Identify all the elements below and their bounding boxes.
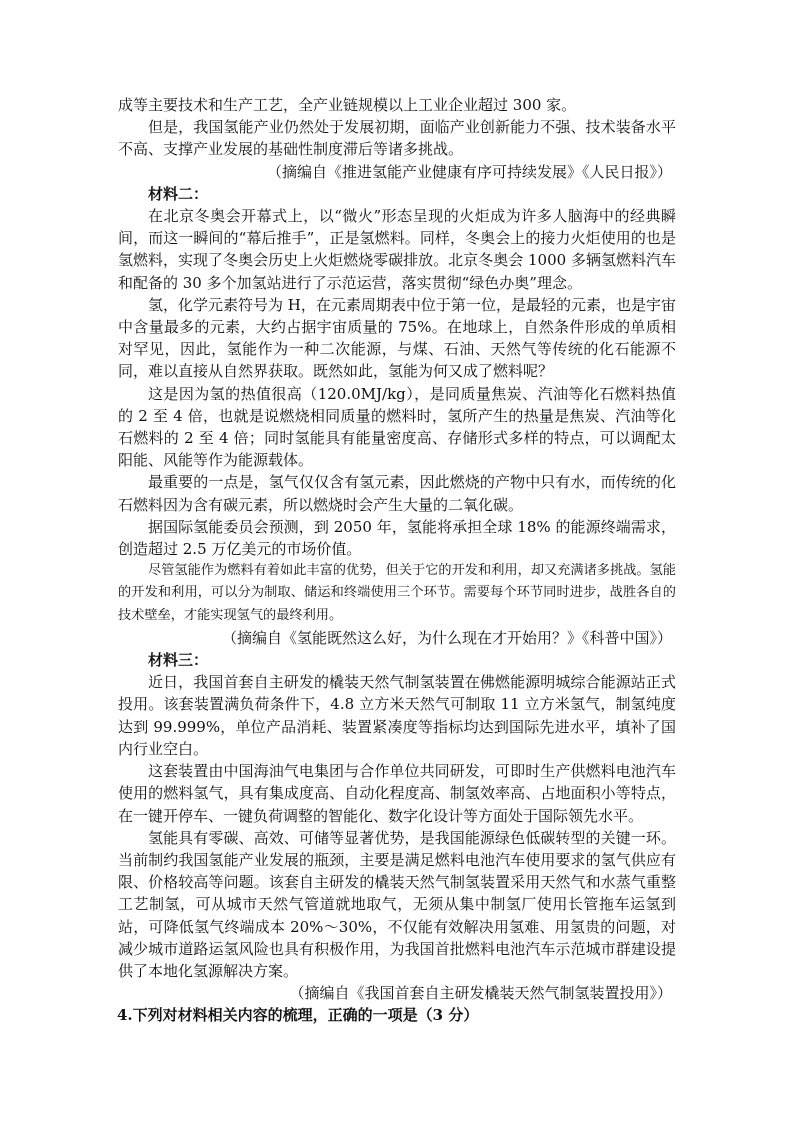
material-3-source: （摘编自《我国首套自主研发橇装天然气制氢装置投用》） [289, 984, 672, 1003]
material-2-paragraph-4: 最重要的一点是，氢气仅仅含有氢元素，因此燃烧的产物中只有水，而传统的化石燃料因为含有碳元素，所以燃烧时会产生大量的二氧化碳。 [118, 473, 676, 514]
material-3-paragraph-1: 近日，我国首套自主研发的橇装天然气制氢装置在佛燃能源明城综合能源站正式投用。该套装置满负荷条件下，4.8 立方米天然气可制取 11 立方米氢气，制氢纯度达到 99.999%，单位产品消耗、装置紧凑度等指标均达到国际先进水平，填补了国内行业空白。 [118, 673, 676, 758]
material-1-source: （摘编自《推进氢能产业健康有序可持续发展》《人民日报》） [266, 162, 672, 181]
material-2-paragraph-6: 尽管氢能作为燃料有着如此丰富的优势，但关于它的开发和利用，却又充满诸多挑战。氢能的开发和利用，可以分为制取、储运和终端使用三个环节。需要每个环节同时进步，战胜各自的技术壁垒，才能实现氢气的最终利用。 [118, 563, 676, 623]
material-2-heading: 材料二： [148, 184, 209, 203]
material-2-paragraph-1: 在北京冬奥会开幕式上，以“微火”形态呈现的火炬成为许多人脑海中的经典瞬间，而这一瞬间的“幕后推手”，正是氢燃料。同样，冬奥会上的接力火炬使用的也是氢燃料，实现了冬奥会历史上火炬燃烧零碳排放。北京冬奥会 1000 多辆氢燃料汽车和配备的 30 多个加氢站进行了示范运营，落实贯彻“绿色办奥”理念。 [118, 207, 676, 292]
material-2-source: （摘编自《氢能既然这么好，为什么现在才开始用？》《科普中国》） [221, 628, 672, 647]
material-1-paragraph-tail: 成等主要技术和生产工艺，全产业链规模以上工业企业超过 300 家。 [118, 96, 577, 114]
material-3-paragraph-2: 这套装置由中国海油气电集团与合作单位共同研发，可即时生产供燃料电池汽车使用的燃料氢气，具有集成度高、自动化程度高、制氢效率高、占地面积小等特点，在一键开停车、一键负荷调整的智能化、数字化设计等方面处于国际领先水平。 [118, 762, 676, 825]
document-page [118, 94, 676, 1027]
question-4: 4.下列对材料相关内容的梳理，正确的一项是（3 分） [117, 1006, 479, 1025]
material-2-paragraph-3: 这是因为氢的热值很高（120.0MJ/kg），是同质量焦炭、汽油等化石燃料热值的 2 至 4 倍，也就是说燃烧相同质量的燃料时，氢所产生的热量是焦炭、汽油等化石燃料的 2 至 4 倍；同时氢能具有能量密度高、存储形式多样的特点，可以调配太阳能、风能等作为能源载体。 [118, 384, 676, 470]
material-3-heading: 材料三： [148, 651, 209, 670]
material-2-paragraph-2: 氢，化学元素符号为 H，在元素周期表中位于第一位，是最轻的元素，也是宇宙中含量最多的元素，大约占据宇宙质量的 75%。在地球上，自然条件形成的单质相对罕见，因此，氢能作为一种二次能源，与煤、石油、天然气等传统的化石能源不同，难以直接从自然界获取。既然如此，氢能为何又成了燃料呢？ [118, 295, 676, 381]
material-1-paragraph-challenges: 但是，我国氢能产业仍然处于发展初期，面临产业创新能力不强、技术装备水平不高、支撑产业发展的基础性制度滞后等诸多挑战。 [118, 118, 676, 159]
material-3-paragraph-3: 氢能具有零碳、高效、可储等显著优势，是我国能源绿色低碳转型的关键一环。当前制约我国氢能产业发展的瓶颈，主要是满足燃料电池汽车使用要求的氢气供应有限、价格较高等问题。该套自主研发的橇装天然气制氢装置采用天然气和水蒸气重整工艺制氢，可从城市天然气管道就地取气，无须从集中制氢厂使用长管拖车运氢到站，可降低氢气终端成本 20%～30%，不仅能有效解决用氢难、用氢贵的问题，对减少城市道路运氢风险也具有积极作用，为我国首批燃料电池汽车示范城市群建设提供了本地化氢源解决方案。 [118, 828, 676, 980]
material-2-paragraph-5: 据国际氢能委员会预测，到 2050 年，氢能将承担全球 18% 的能源终端需求，创造超过 2.5 万亿美元的市场价值。 [118, 517, 676, 559]
